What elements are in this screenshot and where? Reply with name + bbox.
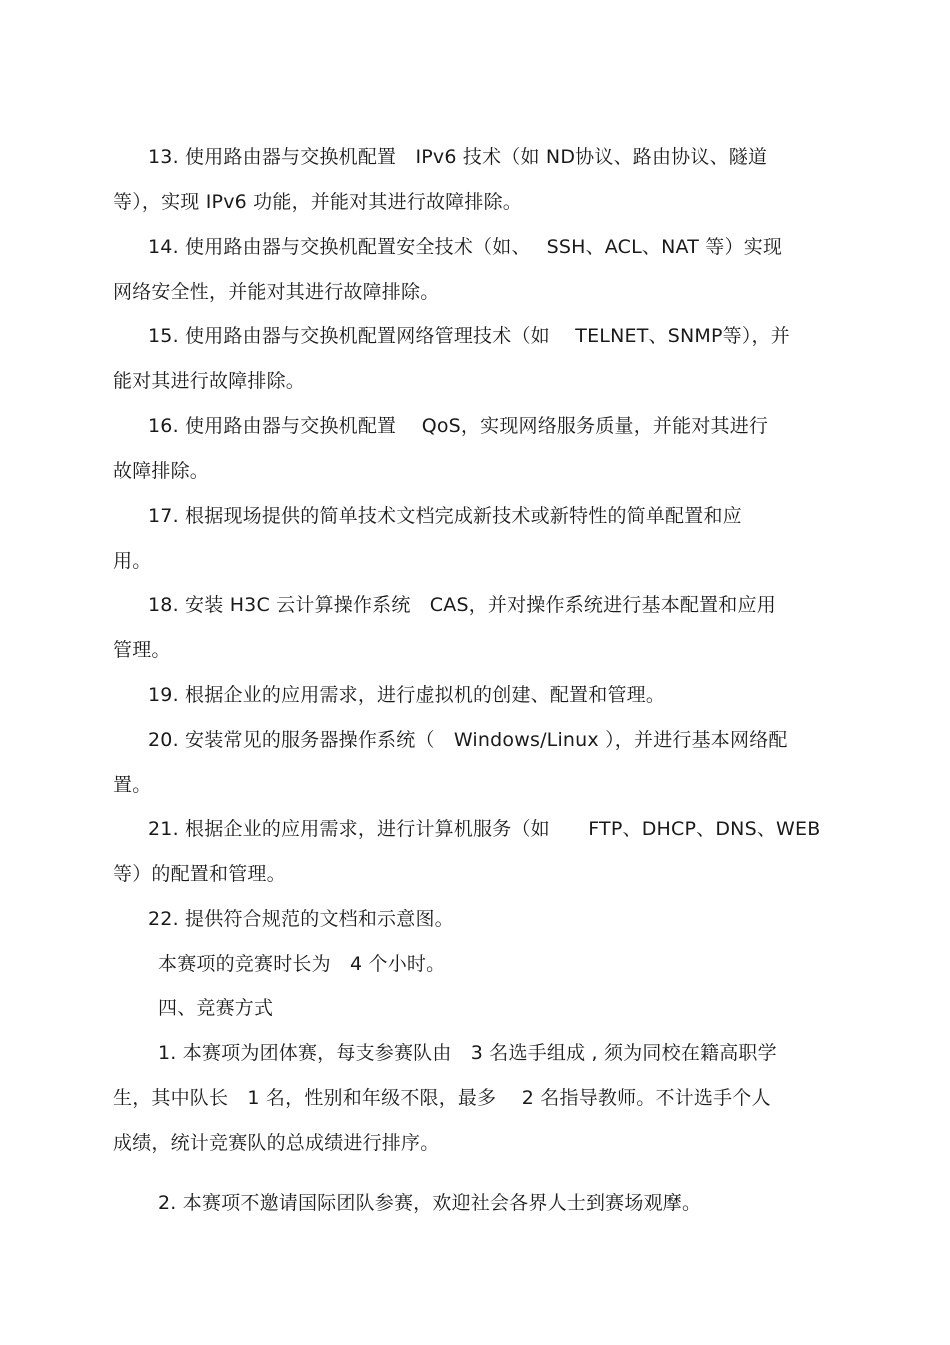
rule-1-line-1: 1. 本赛项为团体赛，每支参赛队由 3 名选手组成 , 须为同校在籍高职学 [158, 1042, 777, 1064]
item-18-line-2: 管理。 [113, 639, 171, 661]
rule-2-line-1: 2. 本赛项不邀请国际团队参赛，欢迎社会各界人士到赛场观摩。 [158, 1192, 702, 1214]
item-17-line-2: 用。 [113, 550, 152, 572]
item-16-line-2: 故障排除。 [113, 460, 210, 482]
section-heading: 四、竞赛方式 [158, 997, 274, 1019]
item-13-line-1: 13. 使用路由器与交换机配置 IPv6 技术（如 ND协议、路由协议、隧道 [148, 146, 768, 168]
item-14-line-2: 网络安全性，并能对其进行故障排除。 [113, 281, 440, 303]
item-20-line-1: 20. 安装常见的服务器操作系统（ Windows/Linux ），并进行基本网络配 [148, 729, 788, 751]
item-19-line-1: 19. 根据企业的应用需求，进行虚拟机的创建、配置和管理。 [148, 684, 666, 706]
item-15-line-1: 15. 使用路由器与交换机配置网络管理技术（如 TELNET、SNMP等），并 [148, 325, 790, 347]
item-22-line-1: 22. 提供符合规范的文档和示意图。 [148, 908, 454, 930]
item-16-line-1: 16. 使用路由器与交换机配置 QoS，实现网络服务质量，并能对其进行 [148, 415, 769, 437]
rule-1-line-3: 成绩，统计竞赛队的总成绩进行排序。 [113, 1132, 440, 1154]
rule-1-line-2: 生，其中队长 1 名，性别和年级不限，最多 2 名指导教师。不计选手个人 [113, 1087, 771, 1109]
item-18-line-1: 18. 安装 H3C 云计算操作系统 CAS，并对操作系统进行基本配置和应用 [148, 594, 776, 616]
item-17-line-1: 17. 根据现场提供的简单技术文档完成新技术或新特性的简单配置和应 [148, 505, 742, 527]
item-14-line-1: 14. 使用路由器与交换机配置安全技术（如、 SSH、ACL、NAT 等）实现 [148, 236, 783, 258]
duration-text: 本赛项的竞赛时长为 4 个小时。 [158, 953, 446, 975]
item-21-line-1: 21. 根据企业的应用需求，进行计算机服务（如 FTP、DHCP、DNS、WEB [148, 818, 821, 840]
item-21-line-2: 等）的配置和管理。 [113, 863, 286, 885]
item-13-line-2: 等），实现 IPv6 功能，并能对其进行故障排除。 [113, 191, 522, 213]
item-20-line-2: 置。 [113, 774, 152, 796]
item-15-line-2: 能对其进行故障排除。 [113, 370, 306, 392]
